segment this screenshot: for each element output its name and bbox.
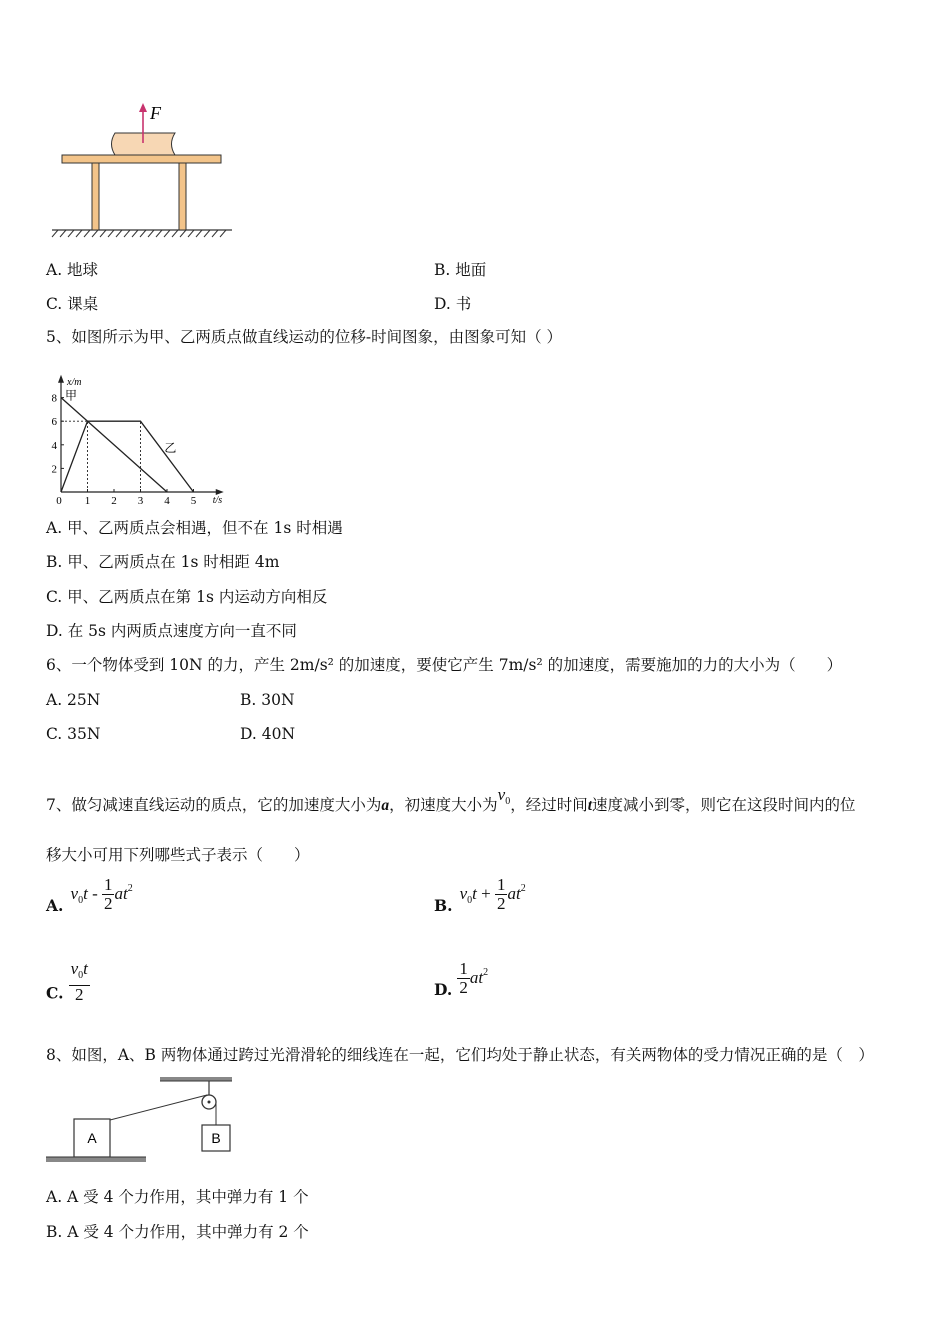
x-tick-label: 2 bbox=[111, 495, 117, 505]
q5-stem: 5、如图所示为甲、乙两质点做直线运动的位移-时间图象，由图象可知（ ） bbox=[46, 328, 563, 346]
q6-option-c: C. 35N bbox=[46, 725, 101, 743]
y-tick-label: 2 bbox=[51, 463, 57, 476]
y-tick-label: 6 bbox=[51, 416, 57, 429]
x-axis-label: t/s bbox=[212, 495, 223, 505]
q7-option-c: C. $\frac{v_0t}{2}$ bbox=[46, 959, 88, 1004]
q6-option-d: D. 40N bbox=[240, 725, 296, 743]
y-tick-label: 8 bbox=[51, 392, 57, 405]
x-tick-label: 4 bbox=[164, 495, 170, 505]
q7-option-b: B. $v_0t$ + $\frac{1}{2}$ $at^2$ bbox=[434, 875, 526, 915]
y-axis-arrow bbox=[58, 375, 64, 383]
q4-option-c: C. 课桌 bbox=[46, 295, 99, 313]
q8-option-a: A. A 受 4 个力作用，其中弹力有 1 个 bbox=[46, 1188, 309, 1206]
x-tick-label: 3 bbox=[137, 495, 144, 505]
q4-option-a: A. 地球 bbox=[46, 261, 99, 279]
pulley-figure bbox=[44, 1073, 244, 1168]
q6-stem: 6、一个物体受到 10N 的力，产生 2m/s² 的加速度，要使它产生 7m/s² 的加速度，需要施加的力的大小为（ ） bbox=[46, 656, 843, 674]
q4-option-b: B. 地面 bbox=[434, 261, 487, 279]
xt-chart bbox=[44, 355, 244, 505]
q4-option-d: D. 书 bbox=[434, 295, 472, 313]
x-tick-label: 1 bbox=[84, 495, 91, 505]
q7-stem-line2: 移大小可用下列哪些式子表示（ ） bbox=[46, 846, 310, 864]
y-tick-label: 4 bbox=[51, 439, 57, 452]
series-line-1 bbox=[61, 398, 167, 492]
q7-stem-line1: 7、做匀减速直线运动的质点，它的加速度大小为a，初速度大小为$v_0$，经过时间t速度减小到零，则它在这段时间内的位 bbox=[46, 785, 856, 814]
q5-option-c: C. 甲、乙两质点在第 1s 内运动方向相反 bbox=[46, 588, 328, 606]
series-label-yi: 乙 bbox=[164, 440, 177, 455]
q5-option-a: A. 甲、乙两质点会相遇，但不在 1s 时相遇 bbox=[46, 519, 343, 537]
q7-option-a: A. $v_0t$ - $\frac{1}{2}$ $at^2$ bbox=[46, 875, 133, 915]
box-a-label: A bbox=[87, 1130, 97, 1146]
q8-option-b: B. A 受 4 个力作用，其中弹力有 2 个 bbox=[46, 1223, 309, 1241]
y-axis-label: x/m bbox=[67, 376, 82, 388]
x-tick-label: 5 bbox=[190, 495, 197, 505]
q6-option-a: A. 25N bbox=[46, 691, 101, 709]
q5-option-d: D. 在 5s 内两质点速度方向一直不同 bbox=[46, 622, 297, 640]
q5-option-b: B. 甲、乙两质点在 1s 时相距 4m bbox=[46, 553, 280, 571]
q8-stem: 8、如图，A、B 两物体通过跨过光滑滑轮的细线连在一起，它们均处于静止状态，有关两物体的受力情况正确的是（ ） bbox=[46, 1046, 874, 1064]
table-book-figure bbox=[40, 95, 240, 245]
series-label-jia: 甲 bbox=[65, 388, 78, 403]
x-tick-label: 0 bbox=[56, 495, 62, 505]
q7-option-d: D. $\frac{1}{2}$ $at^2$ bbox=[434, 959, 489, 999]
q6-option-b: B. 30N bbox=[240, 691, 295, 709]
force-label: F bbox=[150, 103, 161, 123]
box-b-label: B bbox=[211, 1130, 221, 1146]
